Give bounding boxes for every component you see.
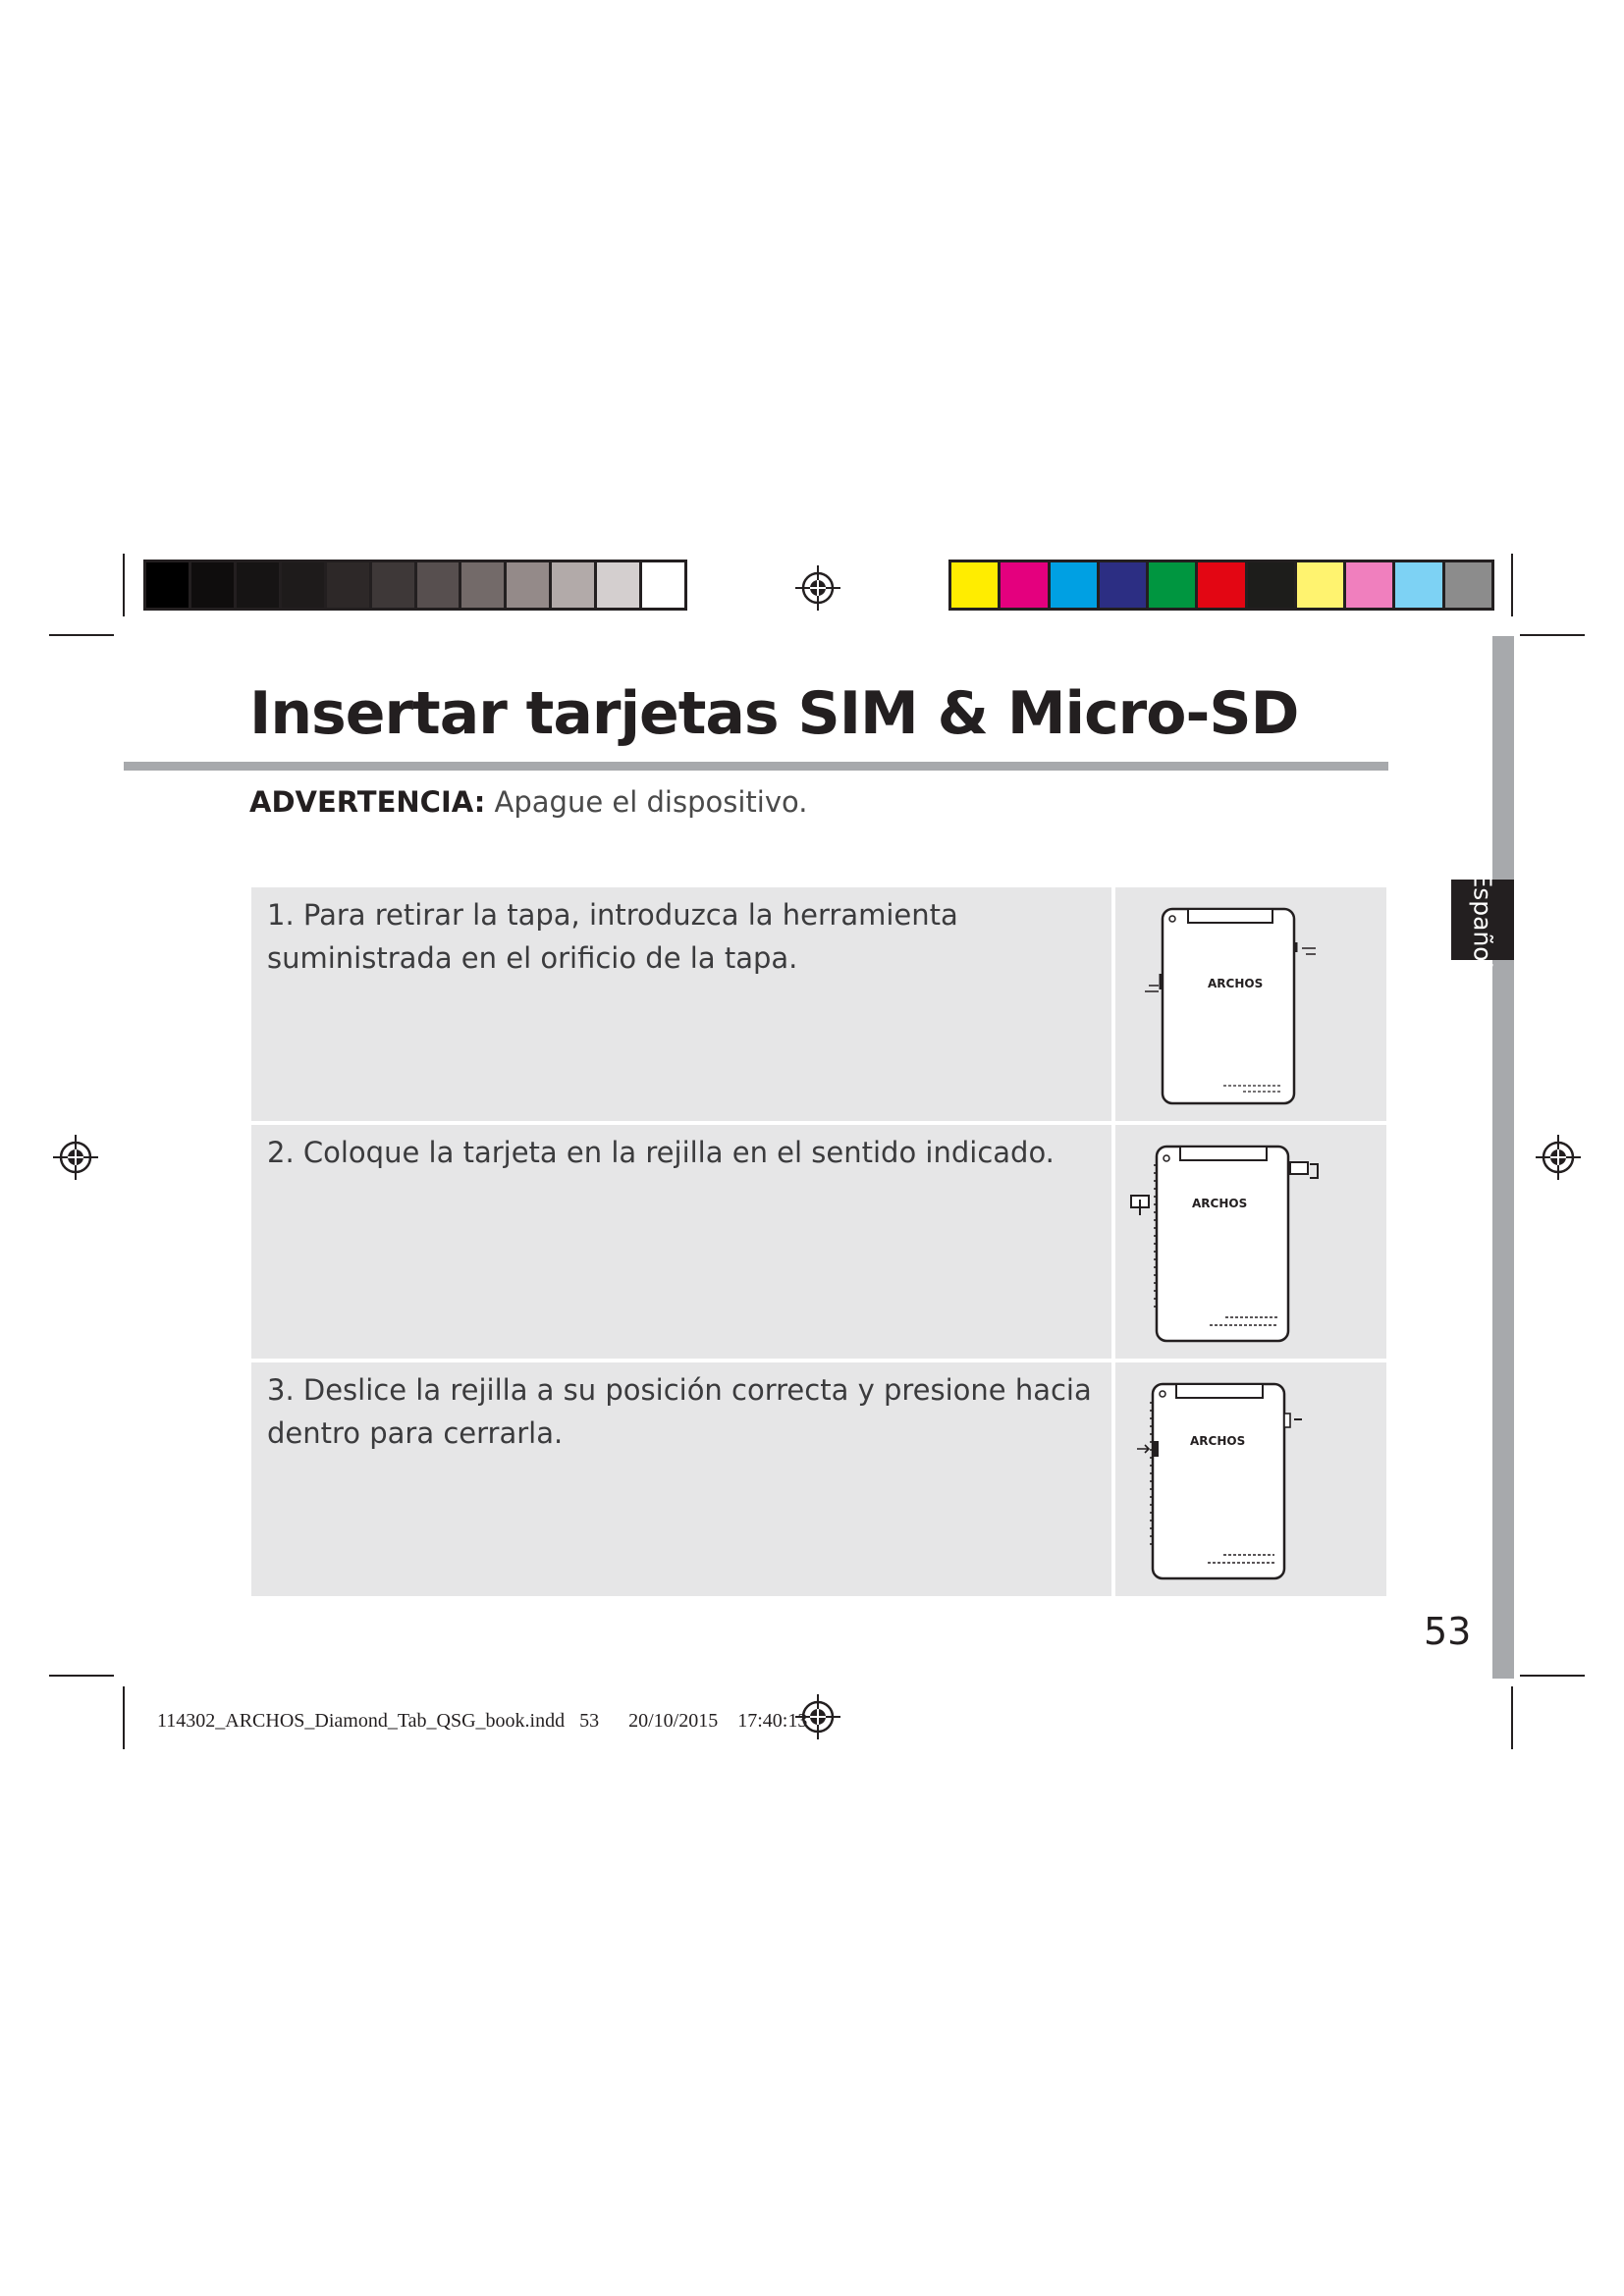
color-swatch (1051, 562, 1100, 608)
steps-table (251, 887, 1386, 1600)
color-swatch (1346, 562, 1395, 608)
color-swatch (1445, 562, 1491, 608)
color-swatch (417, 562, 462, 608)
color-swatch (282, 562, 327, 608)
color-swatch (642, 562, 684, 608)
brand-label: ARCHOS (1192, 1197, 1248, 1210)
page-title: Insertar tarjetas SIM & Micro-SD (249, 679, 1299, 748)
step-row (251, 1125, 1386, 1359)
grayscale-color-bar (143, 560, 687, 611)
crop-mark (1511, 554, 1513, 616)
color-swatch (327, 562, 372, 608)
warning-text: Apague el dispositivo. (485, 785, 808, 819)
color-swatch (951, 562, 1001, 608)
registration-mark-icon (53, 1135, 98, 1180)
color-swatch (1100, 562, 1149, 608)
color-swatch (1198, 562, 1247, 608)
brand-label: ARCHOS (1190, 1434, 1246, 1448)
step-illustration (1115, 1362, 1386, 1596)
step-text: 3. Deslice la rejilla a su posición correcta y presione hacia dentro para cerrarla. (251, 1362, 1111, 1596)
footer-file-info: 114302_ARCHOS_Diamond_Tab_QSG_book.indd 53 20/10/2015 17:40:13 (157, 1710, 808, 1732)
registration-mark-icon (795, 565, 840, 611)
crop-mark (1520, 1675, 1585, 1677)
color-swatch (1248, 562, 1297, 608)
color-swatch (461, 562, 507, 608)
warning-label: ADVERTENCIA: (249, 785, 486, 819)
registration-mark-icon (795, 1694, 840, 1739)
step-row (251, 887, 1386, 1121)
color-swatch (597, 562, 642, 608)
language-tab-label-wrap (1451, 871, 1514, 969)
crop-mark (1511, 1686, 1513, 1749)
tablet-back-icon (1115, 887, 1386, 1121)
step-text: 1. Para retirar la tapa, introduzca la herramienta suministrada en el orificio de la tapa. (251, 887, 1111, 1121)
step-text: 2. Coloque la tarjeta en la rejilla en el sentido indicado. (251, 1125, 1111, 1359)
color-swatch (191, 562, 237, 608)
step-illustration (1115, 1125, 1386, 1359)
tablet-back-icon (1115, 1362, 1386, 1596)
process-color-bar (948, 560, 1494, 611)
color-swatch (372, 562, 417, 608)
tablet-back-icon (1115, 1125, 1386, 1359)
crop-mark (123, 1686, 125, 1749)
color-swatch (507, 562, 552, 608)
color-swatch (1395, 562, 1444, 608)
warning-line (249, 785, 807, 819)
page-number: 53 (1424, 1610, 1472, 1653)
language-tab-label: Español (1468, 871, 1497, 969)
crop-mark (123, 554, 125, 616)
step-row (251, 1362, 1386, 1596)
step-illustration (1115, 887, 1386, 1121)
color-swatch (237, 562, 282, 608)
color-swatch (1149, 562, 1198, 608)
crop-mark (49, 634, 114, 636)
color-swatch (1001, 562, 1050, 608)
crop-mark (49, 1675, 114, 1677)
brand-label: ARCHOS (1208, 977, 1264, 990)
crop-mark (1520, 634, 1585, 636)
color-swatch (1297, 562, 1346, 608)
color-swatch (146, 562, 191, 608)
side-strip (1492, 636, 1514, 1679)
color-swatch (552, 562, 597, 608)
registration-mark-icon (1536, 1135, 1581, 1180)
title-divider (124, 762, 1388, 771)
